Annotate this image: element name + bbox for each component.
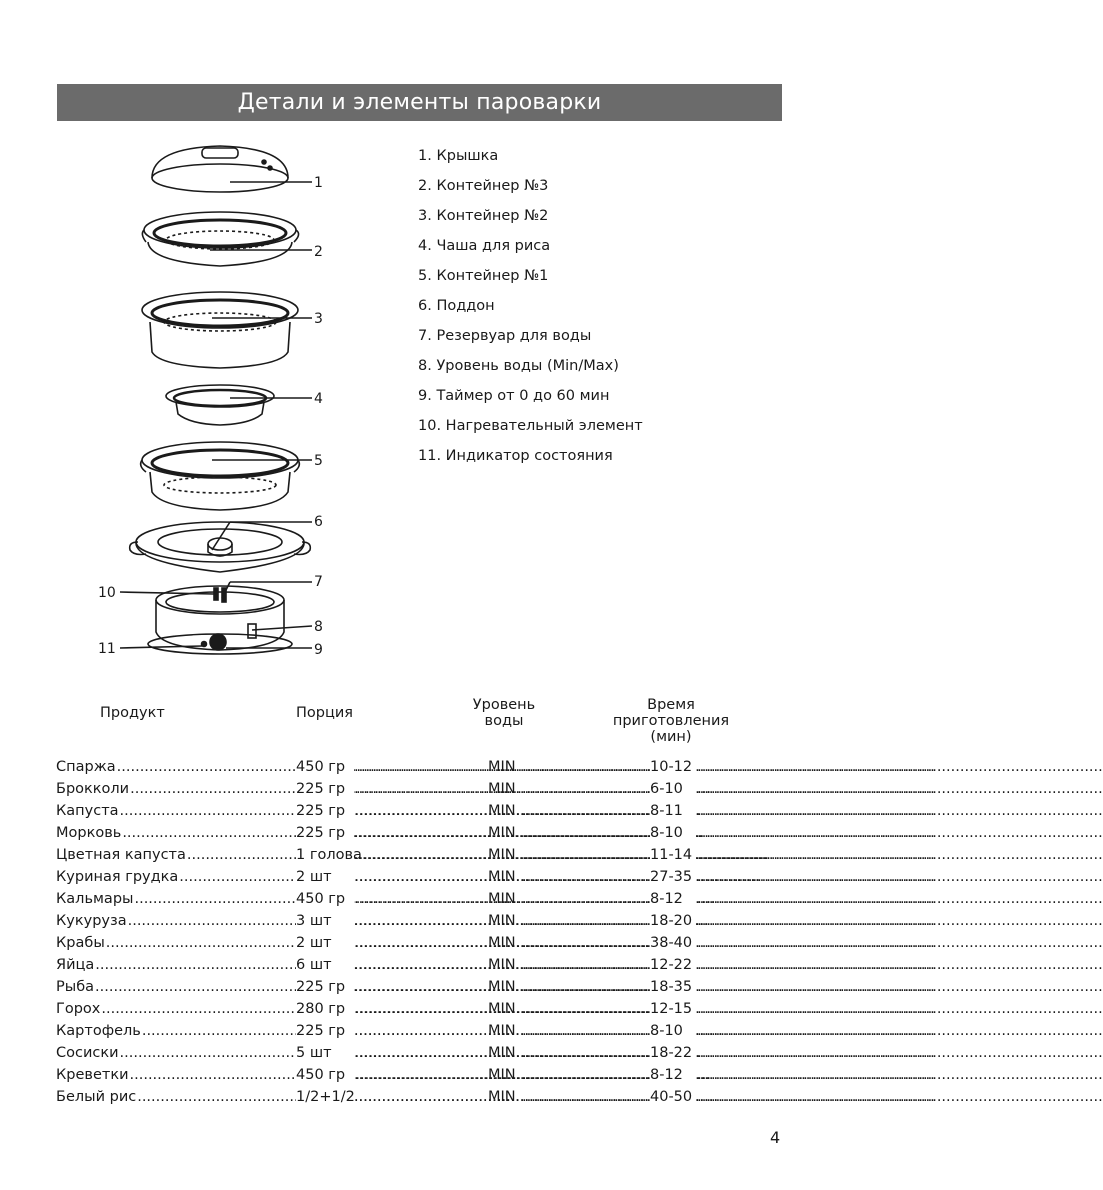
- leader-dots: [56, 998, 300, 1020]
- portion-value: 450 гр: [296, 888, 354, 910]
- leader-dots: [522, 844, 650, 866]
- cooking-time-value: 6-10: [650, 778, 696, 800]
- water-level-value: MIN: [488, 803, 516, 819]
- callout-5: 5: [314, 453, 323, 469]
- product-name: Рыба: [56, 979, 95, 995]
- column-header-product: Продукт: [100, 705, 165, 721]
- water-level-value: MIN: [488, 825, 516, 841]
- callout-9: 9: [314, 642, 323, 658]
- leader-dots: [354, 800, 486, 822]
- table-row: [56, 976, 696, 998]
- column-header-line: Время: [647, 697, 695, 713]
- leader-dots: [522, 1042, 650, 1064]
- leader-dots: [354, 1020, 486, 1042]
- leader-dots: [56, 954, 300, 976]
- drip-tray-part: [130, 522, 311, 572]
- leader-dots: [56, 756, 300, 778]
- leader-dots: [522, 756, 650, 778]
- table-row: [56, 888, 696, 910]
- portion-value: 225 гр: [296, 800, 354, 822]
- leader-dots: [56, 1042, 300, 1064]
- callout-2: 2: [314, 244, 323, 260]
- leader-dots: [522, 910, 650, 932]
- leader-dots: [522, 1020, 650, 1042]
- leader-dots: [522, 822, 650, 844]
- callout-3: 3: [314, 311, 323, 327]
- product-name: Цветная капуста: [56, 847, 186, 863]
- table-row: [56, 866, 696, 888]
- product-name: Крабы: [56, 935, 105, 951]
- cooking-time-value: 8-10: [650, 1020, 696, 1042]
- base-part: [148, 586, 292, 654]
- leader-dots: [56, 866, 300, 888]
- table-row: [56, 910, 696, 932]
- leader-dots: [56, 1086, 300, 1108]
- portion-value: 2 шт: [296, 866, 354, 888]
- product-name: Куриная грудка: [56, 869, 179, 885]
- leader-dots: [522, 866, 650, 888]
- leader-dots: [56, 1064, 300, 1086]
- parts-list-item: 7. Резервуар для воды: [418, 328, 592, 344]
- product-name: Яйца: [56, 957, 95, 973]
- portion-value: 6 шт: [296, 954, 354, 976]
- table-row: [56, 932, 696, 954]
- water-level-value: MIN: [488, 1089, 516, 1105]
- leader-dots: [354, 998, 486, 1020]
- table-row: [56, 822, 696, 844]
- callout-8: 8: [314, 619, 323, 635]
- cooking-time-value: 12-15: [650, 998, 696, 1020]
- table-row: [56, 1042, 696, 1064]
- product-name: Кукуруза: [56, 913, 127, 929]
- leader-dots: [354, 954, 486, 976]
- parts-list-item: 4. Чаша для риса: [418, 238, 551, 254]
- cooking-time-value: 8-11: [650, 800, 696, 822]
- portion-value: 3 шт: [296, 910, 354, 932]
- leader-dots: [522, 1086, 650, 1108]
- page-title: Детали и элементы пароварки: [57, 84, 782, 121]
- product-name: Креветки: [56, 1067, 129, 1083]
- table-row: [56, 844, 696, 866]
- portion-value: 225 гр: [296, 976, 354, 998]
- cooking-time-value: 18-35: [650, 976, 696, 998]
- cooking-time-value: 8-12: [650, 888, 696, 910]
- leader-dots: [522, 998, 650, 1020]
- water-level-value: MIN: [488, 891, 516, 907]
- leader-dots: [56, 800, 300, 822]
- column-header-portion: Порция: [296, 705, 353, 721]
- parts-list-item: 11. Индикатор состояния: [418, 448, 613, 464]
- cooking-time-value: 10-12: [650, 756, 696, 778]
- leader-dots: [522, 932, 650, 954]
- leader-dots: [354, 822, 486, 844]
- rice-bowl-part: [166, 385, 274, 425]
- parts-list-item: 5. Контейнер №1: [418, 268, 549, 284]
- product-name: Морковь: [56, 825, 122, 841]
- leader-dots: [56, 778, 300, 800]
- cooking-time-value: 8-12: [650, 1064, 696, 1086]
- portion-value: 1/2+1/2: [296, 1086, 354, 1108]
- leader-dots: [522, 888, 650, 910]
- steamer-exploded-diagram: [90, 130, 350, 670]
- product-name: Белый рис: [56, 1089, 137, 1105]
- portion-value: 280 гр: [296, 998, 354, 1020]
- column-header-cooking-time: [604, 697, 738, 745]
- leader-dots: [56, 932, 300, 954]
- product-name: Горох: [56, 1001, 101, 1017]
- product-name: Капуста: [56, 803, 119, 819]
- container-3-part: [142, 212, 298, 266]
- portion-value: 450 гр: [296, 1064, 354, 1086]
- column-header-line: приготовления: [612, 713, 730, 729]
- column-header-line: (мин): [650, 729, 692, 745]
- table-row: [56, 800, 696, 822]
- leader-dots: [56, 844, 300, 866]
- leader-dots: [56, 888, 300, 910]
- table-row: [56, 778, 696, 800]
- callout-1: 1: [314, 175, 323, 191]
- product-name: Кальмары: [56, 891, 134, 907]
- parts-list-item: 10. Нагревательный элемент: [418, 418, 643, 434]
- cooking-time-value: 27-35: [650, 866, 696, 888]
- water-level-value: MIN: [488, 1001, 516, 1017]
- container-1-part: [141, 442, 300, 510]
- product-name: Картофель: [56, 1023, 141, 1039]
- table-row: [56, 1020, 696, 1042]
- water-level-value: MIN: [488, 847, 516, 863]
- leader-dots: [354, 844, 486, 866]
- cooking-time-value: 40-50: [650, 1086, 696, 1108]
- column-header-water-level: [464, 697, 544, 729]
- portion-value: 225 гр: [296, 778, 354, 800]
- water-level-value: MIN: [488, 913, 516, 929]
- portion-value: 450 гр: [296, 756, 354, 778]
- parts-list-item: 8. Уровень воды (Min/Max): [418, 358, 619, 374]
- leader-dots: [522, 778, 650, 800]
- leader-dots: [354, 866, 486, 888]
- leader-dots: [354, 976, 486, 998]
- portion-value: 225 гр: [296, 822, 354, 844]
- leader-dots: [354, 778, 486, 800]
- product-name: Спаржа: [56, 759, 116, 775]
- water-level-value: MIN: [488, 759, 516, 775]
- leader-dots: [522, 976, 650, 998]
- parts-list-item: 1. Крышка: [418, 148, 499, 164]
- table-row: [56, 1086, 696, 1108]
- leader-dots: [354, 888, 486, 910]
- water-level-value: MIN: [488, 935, 516, 951]
- water-level-value: MIN: [488, 979, 516, 995]
- leader-dots: [56, 1020, 300, 1042]
- water-level-value: MIN: [488, 957, 516, 973]
- callout-6: 6: [314, 514, 323, 530]
- leader-dots: [354, 1064, 486, 1086]
- callout-10: 10: [98, 585, 116, 601]
- leader-dots: [354, 1086, 486, 1108]
- page-number: 4: [770, 1128, 781, 1147]
- portion-value: 5 шт: [296, 1042, 354, 1064]
- leader-dots: [522, 1064, 650, 1086]
- water-level-value: MIN: [488, 1023, 516, 1039]
- cooking-time-value: 18-22: [650, 1042, 696, 1064]
- leader-dots: [354, 1042, 486, 1064]
- leader-dots: [56, 976, 300, 998]
- product-name: Сосиски: [56, 1045, 119, 1061]
- portion-value: 225 гр: [296, 1020, 354, 1042]
- cooking-time-value: 8-10: [650, 822, 696, 844]
- callout-11: 11: [98, 641, 116, 657]
- portion-value: 2 шт: [296, 932, 354, 954]
- water-level-value: MIN: [488, 869, 516, 885]
- callout-7: 7: [314, 574, 323, 590]
- cooking-table: [56, 756, 696, 1108]
- table-row: [56, 1064, 696, 1086]
- leader-dots: [56, 822, 300, 844]
- water-level-value: MIN: [488, 781, 516, 797]
- table-row: [56, 954, 696, 976]
- callout-4: 4: [314, 391, 323, 407]
- leader-dots: [354, 910, 486, 932]
- leader-dots: [56, 910, 300, 932]
- table-row: [56, 998, 696, 1020]
- column-header-line: Уровень: [472, 697, 536, 713]
- portion-value: 1 голова: [296, 844, 354, 866]
- parts-list: [418, 143, 643, 473]
- leader-dots: [354, 932, 486, 954]
- cooking-time-value: 38-40: [650, 932, 696, 954]
- leader-dots: [522, 800, 650, 822]
- parts-list-item: 9. Таймер от 0 до 60 мин: [418, 388, 610, 404]
- table-row: [56, 756, 696, 778]
- water-level-value: MIN: [488, 1067, 516, 1083]
- cooking-time-value: 12-22: [650, 954, 696, 976]
- cooking-time-value: 18-20: [650, 910, 696, 932]
- leader-dots: [522, 954, 650, 976]
- lid-part: [152, 146, 288, 192]
- container-2-part: [142, 292, 298, 368]
- steamer-diagram-svg: [90, 130, 350, 670]
- water-level-value: MIN: [488, 1045, 516, 1061]
- product-name: Брокколи: [56, 781, 130, 797]
- cooking-time-value: 11-14: [650, 844, 696, 866]
- parts-list-item: 2. Контейнер №3: [418, 178, 549, 194]
- parts-list-item: 3. Контейнер №2: [418, 208, 549, 224]
- parts-list-item: 6. Поддон: [418, 298, 495, 314]
- leader-dots: [354, 756, 486, 778]
- column-header-line: воды: [484, 713, 524, 729]
